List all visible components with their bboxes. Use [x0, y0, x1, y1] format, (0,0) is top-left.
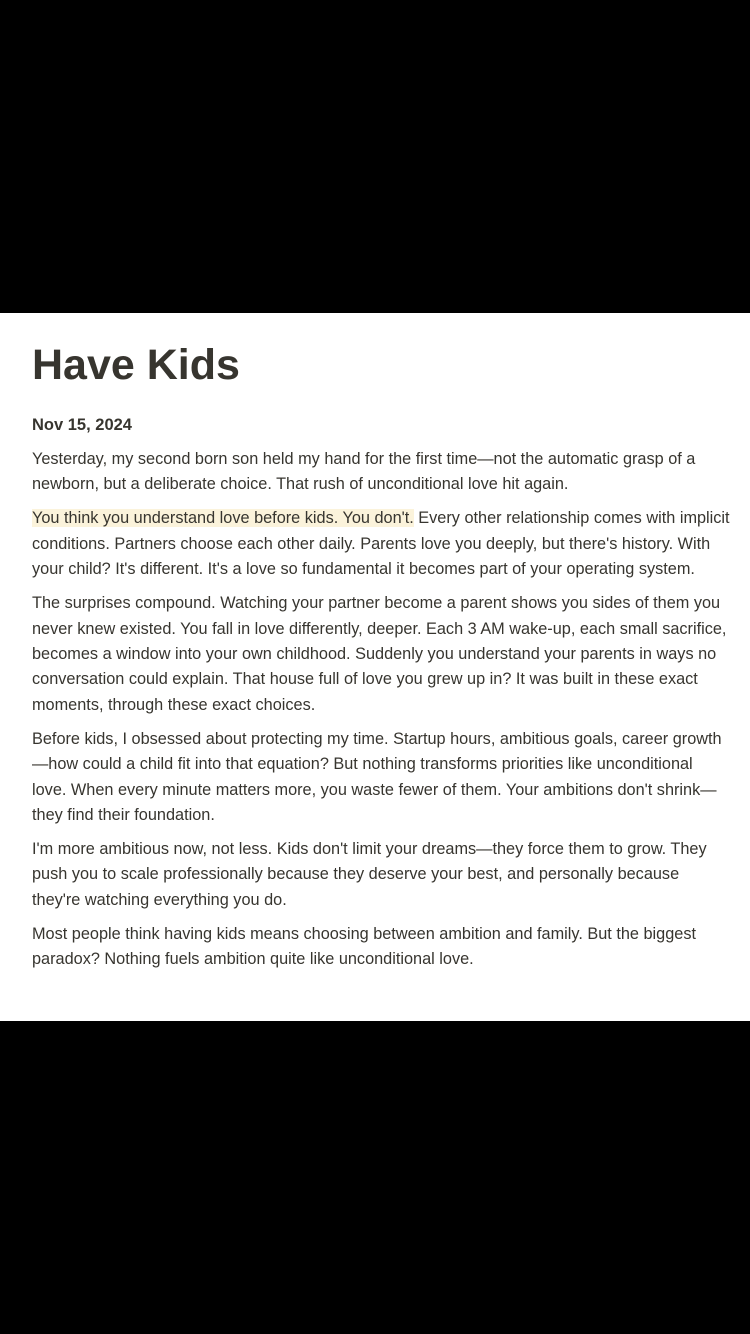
highlighted-sentence: You think you understand love before kids. You don't.	[32, 509, 414, 528]
article	[0, 313, 750, 1021]
paragraph-1-text: Yesterday, my second born son held my hand for the first time—not the automatic grasp of a newborn, but a deliberate choice. That rush of unconditional love hit again.	[32, 450, 696, 494]
paragraph-1	[32, 447, 730, 498]
paragraph-5-text: I'm more ambitious now, not less. Kids don't limit your dreams—they force them to grow. They push you to scale professionally because they deserve your best, and personally because they're watching everything you do.	[32, 840, 707, 909]
paragraph-3-text: The surprises compound. Watching your partner become a parent shows you sides of them you never knew existed. You fall in love differently, deeper. Each 3 AM wake-up, each small sacrifice, becomes a window into your own childhood. Suddenly you understand your parents in ways no conversation could explain. That house full of love you grew up in? It was built in these exact moments, through these exact choices.	[32, 594, 727, 714]
paragraph-6-text: Most people think having kids means choosing between ambition and family. But the biggest paradox? Nothing fuels ambition quite like unconditional love.	[32, 924, 697, 969]
paragraph-2	[32, 506, 730, 582]
paragraph-5	[32, 837, 730, 913]
paragraph-6	[32, 922, 730, 973]
paragraph-2-text: Every other relationship comes with implicit conditions. Partners choose each other daily. Parents love you deeply, but there's history. With your child? It's different. It's a love so fundamental it becomes part of your operating system.	[32, 509, 730, 579]
paragraph-3	[32, 591, 730, 718]
page-title: Have Kids	[32, 341, 240, 389]
post-date: Nov 15, 2024	[32, 416, 132, 434]
paragraph-4	[32, 727, 730, 829]
top-letterbox	[0, 0, 750, 313]
paragraph-4-text: Before kids, I obsessed about protecting my time. Startup hours, ambitious goals, career growth—how could a child fit into that equation? But nothing transforms priorities like unconditional love. When every minute matters more, you waste fewer of them. Your ambitions don't shrink—they find their foundation.	[32, 729, 722, 825]
bottom-letterbox	[0, 1021, 750, 1334]
